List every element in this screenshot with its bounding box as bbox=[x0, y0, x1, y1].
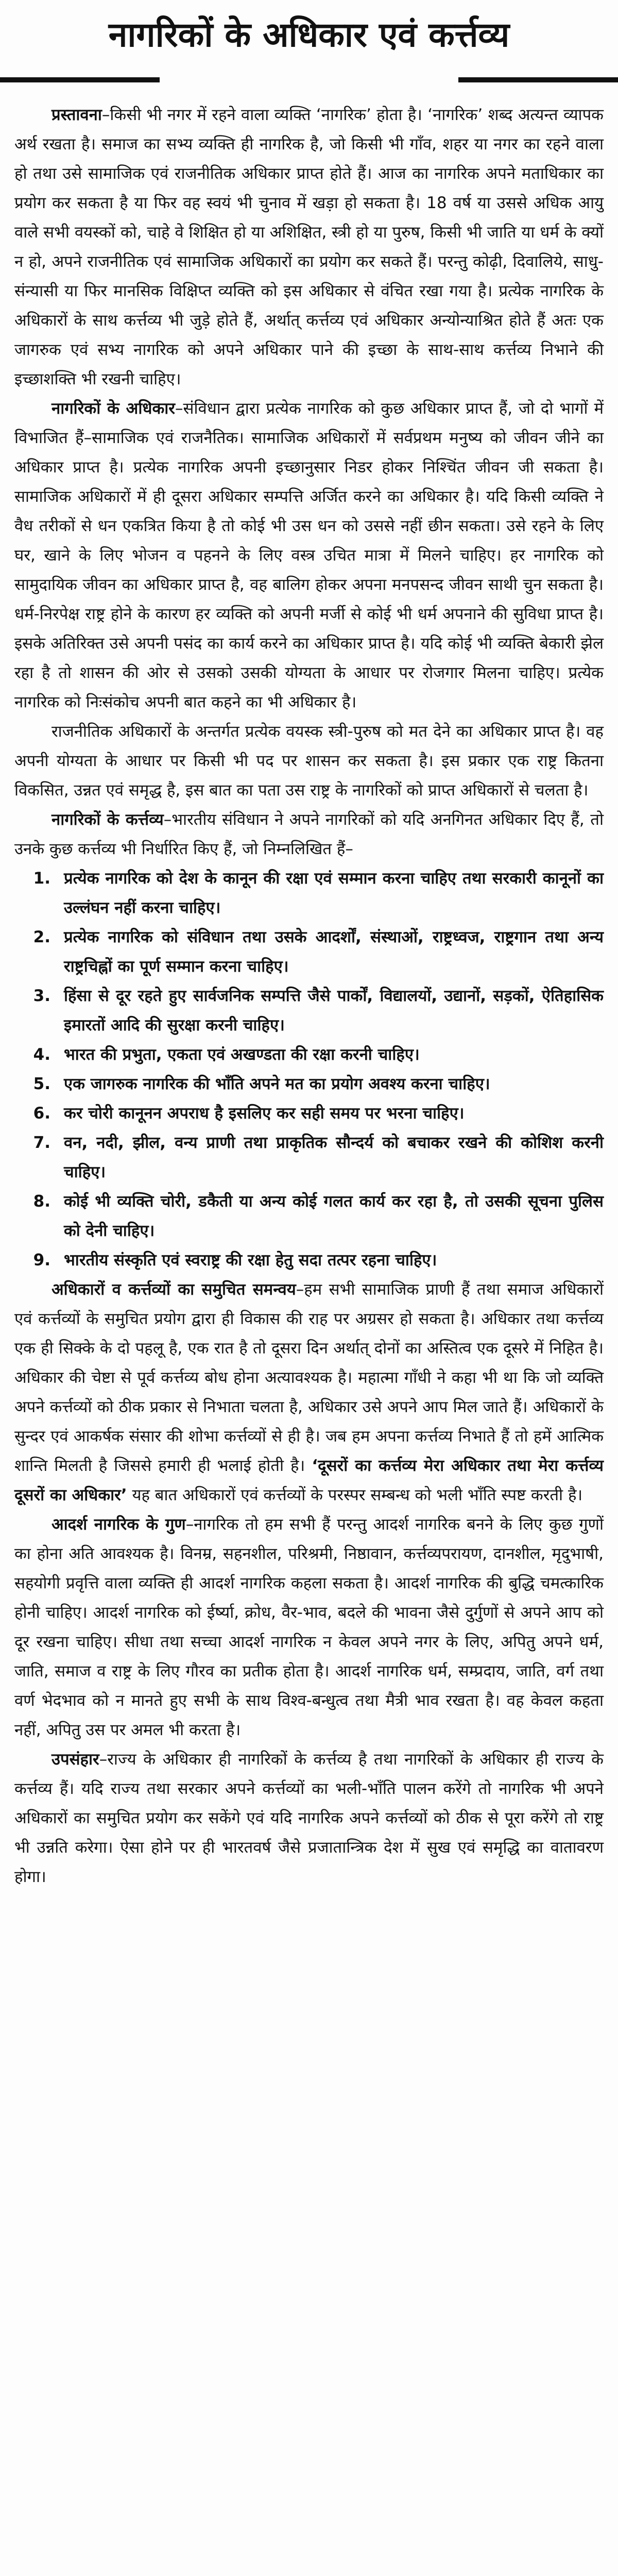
list-item-text: भारतीय संस्कृति एवं स्वराष्ट्र की रक्षा हेतु सदा तत्पर रहना चाहिए। bbox=[64, 1251, 437, 1269]
list-number: 8. bbox=[33, 1192, 50, 1211]
list-number: 4. bbox=[33, 1045, 50, 1064]
paragraph-rights bbox=[14, 394, 604, 717]
paragraph-text: –हम सभी सामाजिक प्राणी हैं तथा समाज अधिकारों एवं कर्त्तव्यों के समुचित प्रयोग द्वारा ही विकास की राह पर अग्रसर हो सकता है। अधिकार तथा कर्त्तव्य एक ही सिक्के के दो पहलू है, एक रात है तो दूसरा दिन अर्थात् दोनों का अस्तित्व एक दूसरे में निहित है। अधिकार की चेष्टा से पूर्व कर्त्तव्य बोध होना अत्यावश्यक है। महात्मा गाँधी ने कहा भी था कि जो व्यक्ति अपने कर्त्तव्यों को ठीक प्रकार से निभाता चलता है, अधिकार उसे अपने आप मिल जाते हैं। अधिकारों के सुन्दर एवं आकर्षक संसार की शोभा कर्त्तव्यों से ही है। जब हम अपना कर्त्तव्य निभाते हैं तो हमें आत्मिक शान्ति मिलती है जिससे हमारी ही भलाई होती है। bbox=[14, 1280, 604, 1475]
paragraph-ideal-citizen bbox=[14, 1510, 604, 1745]
section-heading-rights: नागरिकों के अधिकार bbox=[52, 399, 175, 418]
list-number: 6. bbox=[33, 1104, 50, 1123]
paragraph-text: यह बात अधिकारों एवं कर्त्तव्यों के परस्पर सम्बन्ध को भली भाँति स्पष्ट करती है। bbox=[127, 1486, 583, 1504]
list-number: 2. bbox=[33, 928, 50, 946]
paragraph-text: –किसी भी नगर में रहने वाला व्यक्ति ‘नागरिक’ होता है। ‘नागरिक’ शब्द अत्यन्त व्यापक अर्थ रखता है। समाज का सभ्य व्यक्ति ही नागरिक है, जो किसी भी गाँव, शहर या नगर का रहने वाला हो तथा उसे सामाजिक एवं राजनीतिक अधिकार प्राप्त होते हैं। आज का नागरिक अपने मताधिकार का प्रयोग कर सकता है या फिर वह स्वयं भी चुनाव में खड़ा हो सकता है। 18 वर्ष या उससे अधिक आयु वाले सभी वयस्कों को, चाहे वे शिक्षित हो या अशिक्षित, स्त्री हो या पुरुष, किसी भी जाति या धर्म के क्यों न हो, अपने राजनीतिक एवं सामाजिक अधिकारों का प्रयोग कर सकते हैं। परन्तु कोढ़ी, दिवालिये, साधु-संन्यासी या फिर मानसिक विक्षिप्त व्यक्ति को इस अधिकार से वंचित रखा गया है। प्रत्येक नागरिक के अधिकारों के साथ कर्त्तव्य भी जुड़े होते हैं, अर्थात् कर्त्तव्य एवं अधिकार अन्योन्याश्रित होते हैं अतः एक जागरुक एवं सभ्य नागरिक को अपने अधिकार पाने की इच्छा के साथ-साथ कर्त्तव्य निभाने की इच्छाशक्ति भी रखनी चाहिए। bbox=[14, 106, 604, 388]
section-heading-ideal-citizen: आदर्श नागरिक के गुण bbox=[52, 1515, 186, 1534]
paragraph-balance bbox=[14, 1275, 604, 1510]
list-item bbox=[14, 981, 604, 1040]
list-item-text: वन, नदी, झील, वन्य प्राणी तथा प्राकृतिक सौन्दर्य को बचाकर रखने की कोशिश करनी चाहिए। bbox=[64, 1133, 604, 1181]
paragraph-text: –नागरिक तो हम सभी हैं परन्तु आदर्श नागरिक बनने के लिए कुछ गुणों का होना अति आवश्यक है। विनम्र, सहनशील, परिश्रमी, निष्ठावान, कर्त्तव्यपरायण, दानशील, मृदुभाषी, सहयोगी प्रवृत्ति वाला व्यक्ति ही आदर्श नागरिक कहला सकता है। आदर्श नागरिक की बुद्धि चमत्कारिक होनी चाहिए। आदर्श नागरिक को ईर्ष्या, क्रोध, वैर-भाव, बदले की भावना जैसे दुर्गुणों से अपने आप को दूर रखना चाहिए। सीधा तथा सच्चा आदर्श नागरिक न केवल अपने नगर के लिए, अपितु अपने धर्म, जाति, समाज व राष्ट्र के लिए गौरव का प्रतीक होता है। आदर्श नागरिक धर्म, सम्प्रदाय, जाति, वर्ग तथा वर्ण भेदभाव को न मानते हुए सभी के साथ विश्व-बन्धुत्व तथा मैत्री भाव रखता है। वह केवल कहता नहीं, अपितु उस पर अमल भी करता है। bbox=[14, 1515, 604, 1739]
title-underline-left bbox=[0, 77, 160, 82]
paragraph-duties bbox=[14, 805, 604, 864]
list-number: 5. bbox=[33, 1075, 50, 1093]
paragraph-text: –राज्य के अधिकार ही नागरिकों के कर्त्तव्य है तथा नागरिकों के अधिकार ही राज्य के कर्त्तव्य हैं। यदि राज्य तथा सरकार अपने कर्त्तव्यों का भली-भाँति पालन करेंगे तो नागरिक भी अपने अधिकारों का समुचित प्रयोग कर सकेंगे एवं यदि नागरिक अपने कर्त्तव्यों को ठीक से पूरा करेंगे तो राष्ट्र भी उन्नति करेगा। ऐसा होने पर ही भारतवर्ष जैसे प्रजातान्त्रिक देश में सुख एवं समृद्धि का वातावरण होगा। bbox=[14, 1750, 604, 1886]
list-item bbox=[14, 1040, 604, 1070]
list-item-text: भारत की प्रभुता, एकता एवं अखण्डता की रक्षा करनी चाहिए। bbox=[64, 1045, 420, 1064]
list-number: 9. bbox=[33, 1251, 50, 1269]
paragraph-introduction bbox=[14, 100, 604, 394]
list-number: 1. bbox=[33, 869, 50, 888]
list-item-text: प्रत्येक नागरिक को संविधान तथा उसके आदर्शों, संस्थाओं, राष्ट्रध्वज, राष्ट्रगान तथा अन्य राष्ट्रचिह्नों का पूर्ण सम्मान करना चाहिए। bbox=[64, 928, 604, 976]
paragraph-text: –भारतीय संविधान ने अपने नागरिकों को यदि अनगिनत अधिकार दिए हैं, तो उनके कुछ कर्त्तव्य भी निर्धारित किए हैं, जो निम्नलिखित हैं– bbox=[14, 810, 604, 858]
section-heading-duties: नागरिकों के कर्त्तव्य bbox=[52, 810, 164, 829]
section-heading-introduction: प्रस्तावना bbox=[52, 106, 102, 124]
list-item bbox=[14, 923, 604, 981]
section-heading-balance: अधिकारों व कर्त्तव्यों का समुचित समन्वय bbox=[52, 1280, 296, 1299]
paragraph-text: राजनीतिक अधिकारों के अन्तर्गत प्रत्येक वयस्क स्त्री-पुरुष को मत देने का अधिकार प्राप्त है। वह अपनी योग्यता के आधार पर किसी भी पद पर शासन कर सकता है। इस प्रकार एक राष्ट्र कितना विकसित, उन्नत एवं समृद्ध है, इस बात का पता उस राष्ट्र के नागरिकों को प्राप्त अधिकारों से चलता है। bbox=[14, 722, 604, 800]
paragraph-conclusion bbox=[14, 1745, 604, 1892]
list-item bbox=[14, 1246, 604, 1275]
highlighted-quote: ‘दूसरों का कर्त्तव्य मेरा अधिकार तथा मेरा कर्त्तव्य दूसरों का अधिकार’ bbox=[14, 1456, 604, 1504]
paragraph-text: –संविधान द्वारा प्रत्येक नागरिक को कुछ अधिकार प्राप्त हैं, जो दो भागों में विभाजित हैं–सामाजिक एवं राजनैतिक। सामाजिक अधिकारों में सर्वप्रथम मनुष्य को जीवन जीने का अधिकार प्राप्त है। प्रत्येक नागरिक अपनी इच्छानुसार निडर होकर निश्चिंत जीवन जी सकता है। सामाजिक अधिकारों में ही दूसरा अधिकार सम्पत्ति अर्जित करने का अधिकार है। यदि किसी व्यक्ति ने वैध तरीकों से धन एकत्रित किया है तो कोई भी उस धन को उससे नहीं छीन सकता। उसे रहने के लिए घर, खाने के लिए भोजन व पहनने के लिए वस्त्र उचित मात्रा में मिलने चाहिए। हर नागरिक को सामुदायिक जीवन का अधिकार प्राप्त है, वह बालिग होकर अपना मनपसन्द जीवन साथी चुन सकता है। धर्म-निरपेक्ष राष्ट्र होने के कारण हर व्यक्ति को अपनी मर्जी से कोई भी धर्म अपनाने की सुविधा प्राप्त है। इसके अतिरिक्त उसे अपनी पसंद का कार्य करने का अधिकार प्राप्त है। यदि कोई भी व्यक्ति बेकारी झेल रहा है तो शासन की ओर से उसको उसकी योग्यता के आधार पर रोजगार मिलना चाहिए। प्रत्येक नागरिक को निःसंकोच अपनी बात कहने का भी अधिकार है। bbox=[14, 399, 604, 711]
list-item bbox=[14, 1070, 604, 1099]
list-item-text: कर चोरी कानूनन अपराध है इसलिए कर सही समय पर भरना चाहिए। bbox=[64, 1104, 465, 1123]
list-item-text: प्रत्येक नागरिक को देश के कानून की रक्षा एवं सम्मान करना चाहिए तथा सरकारी कानूनों का उल्लंघन नहीं करना चाहिए। bbox=[64, 869, 604, 917]
list-item bbox=[14, 1187, 604, 1246]
title-underline-right bbox=[458, 77, 618, 82]
paragraph-political-rights bbox=[14, 717, 604, 805]
section-heading-conclusion: उपसंहार bbox=[52, 1750, 99, 1769]
list-item bbox=[14, 1099, 604, 1128]
list-item-text: हिंसा से दूर रहते हुए सार्वजनिक सम्पत्ति जैसे पार्कों, विद्यालयों, उद्यानों, सड़कों, ऐतिहासिक इमारतों आदि की सुरक्षा करनी चाहिए। bbox=[64, 987, 604, 1035]
page-title: नागरिकों के अधिकार एवं कर्त्तव्य bbox=[108, 15, 510, 55]
essay-body bbox=[14, 100, 604, 1892]
list-number: 3. bbox=[33, 987, 50, 1005]
duties-list bbox=[14, 864, 604, 1275]
list-item-text: कोई भी व्यक्ति चोरी, डकैती या अन्य कोई गलत कार्य कर रहा है, तो उसकी सूचना पुलिस को देनी चाहिए। bbox=[64, 1192, 604, 1240]
list-number: 7. bbox=[33, 1133, 50, 1152]
list-item bbox=[14, 864, 604, 923]
list-item bbox=[14, 1128, 604, 1187]
list-item-text: एक जागरुक नागरिक की भाँति अपने मत का प्रयोग अवश्य करना चाहिए। bbox=[64, 1075, 490, 1093]
